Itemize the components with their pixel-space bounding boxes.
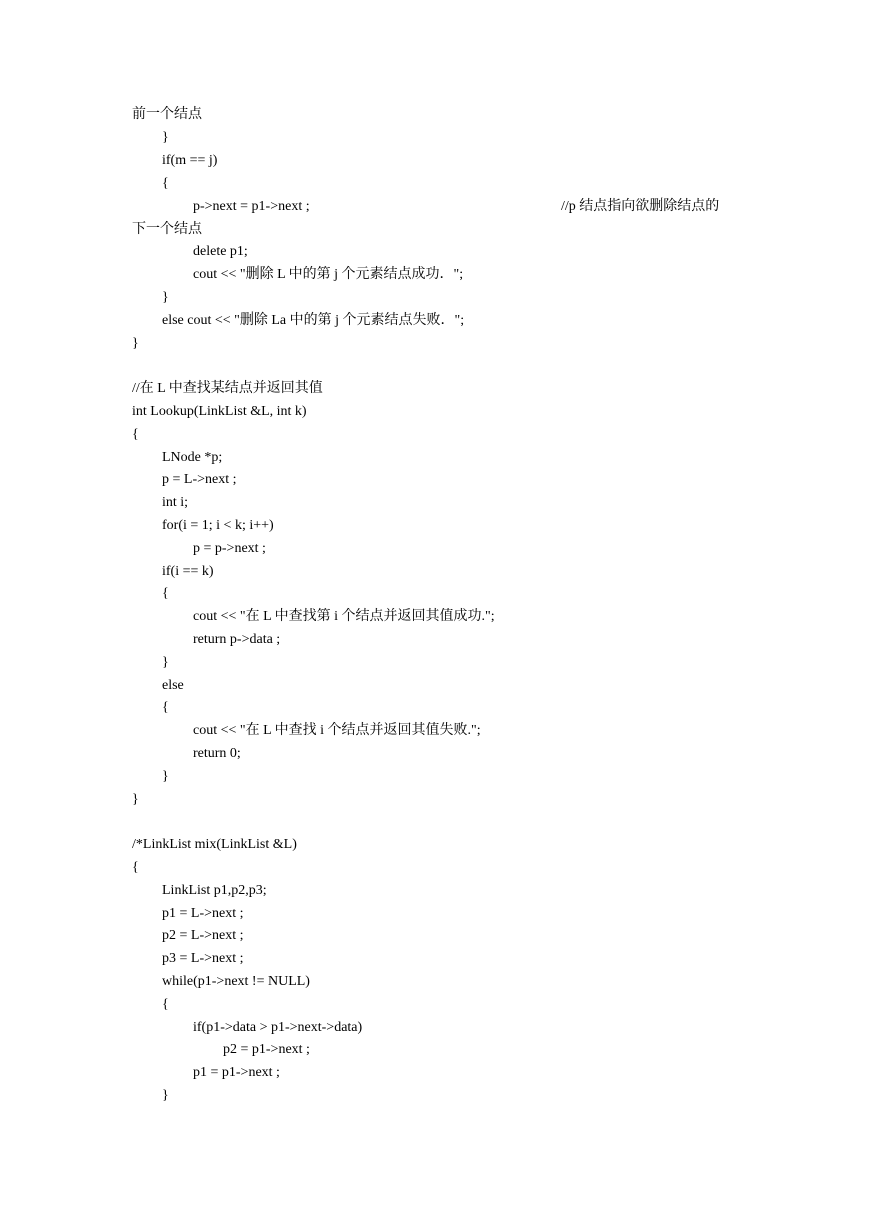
code-line: cout << "在 L 中查找 i 个结点并返回其值失败."; <box>193 723 481 738</box>
code-line: p3 = L->next ; <box>162 951 244 966</box>
code-line: return p->data ; <box>193 632 281 647</box>
code-line: if(p1->data > p1->next->data) <box>193 1020 363 1035</box>
code-line: } <box>132 792 139 807</box>
code-line: { <box>162 997 169 1012</box>
code-line: /*LinkList mix(LinkList &L) <box>132 837 297 852</box>
code-line: { <box>132 427 139 442</box>
code-line: } <box>162 290 169 305</box>
code-line: if(m == j) <box>162 153 218 168</box>
code-line: if(i == k) <box>162 564 214 579</box>
code-line: cout << "在 L 中查找第 i 个结点并返回其值成功."; <box>193 609 495 624</box>
code-line: 前一个结点 <box>132 107 202 122</box>
code-line: { <box>162 176 169 191</box>
code-line: return 0; <box>193 746 241 761</box>
code-line: } <box>162 130 169 145</box>
code-line: cout << "删除 L 中的第 j 个元素结点成功．"; <box>193 267 464 282</box>
code-line: p1 = L->next ; <box>162 906 244 921</box>
code-line: { <box>162 700 169 715</box>
code-line: //在 L 中查找某结点并返回其值 <box>132 381 323 396</box>
code-line: delete p1; <box>193 244 248 259</box>
code-line: p1 = p1->next ; <box>193 1065 280 1080</box>
code-line: } <box>162 1088 169 1103</box>
code-line: p->next = p1->next ; <box>193 199 310 214</box>
inline-comment: //p 结点指向欲删除结点的 <box>561 199 720 214</box>
code-line: int i; <box>162 495 189 510</box>
code-line: { <box>162 586 169 601</box>
code-line: } <box>132 336 139 351</box>
code-line: while(p1->next != NULL) <box>162 974 310 989</box>
code-line: } <box>162 655 169 670</box>
code-line: 下一个结点 <box>132 222 202 237</box>
code-line: p = L->next ; <box>162 472 237 487</box>
code-line: } <box>162 769 169 784</box>
code-line: { <box>132 860 139 875</box>
code-line: else cout << "删除 La 中的第 j 个元素结点失败．"; <box>162 313 465 328</box>
code-line: LinkList p1,p2,p3; <box>162 883 267 898</box>
code-line: p = p->next ; <box>193 541 266 556</box>
code-line: p2 = L->next ; <box>162 928 244 943</box>
code-line: else <box>162 678 184 693</box>
code-line: for(i = 1; i < k; i++) <box>162 518 274 533</box>
code-line: int Lookup(LinkList &L, int k) <box>132 404 307 419</box>
code-line: p2 = p1->next ; <box>223 1042 310 1057</box>
code-line: LNode *p; <box>162 450 223 465</box>
